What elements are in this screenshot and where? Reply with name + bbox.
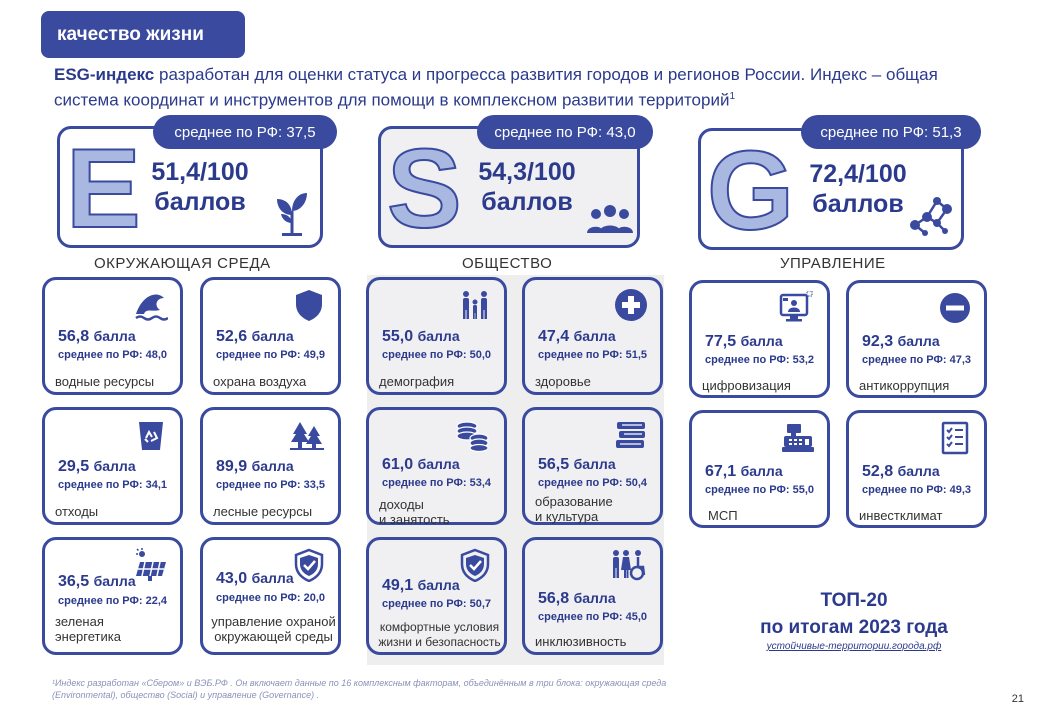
- pillar-avg-pill-s: [477, 115, 653, 149]
- metric-avg: среднее по РФ: 45,0: [538, 611, 648, 623]
- pillar-label-s: ОБЩЕСТВО: [462, 255, 553, 272]
- section-title: качество жизни: [57, 23, 204, 45]
- top20-link[interactable]: устойчивые-территории.города.рф: [766, 641, 942, 652]
- intro-bold: ESG-индекс: [54, 65, 155, 84]
- metric-score: [58, 458, 136, 476]
- metric-score: [705, 463, 783, 481]
- metric-name: здоровье: [535, 374, 591, 389]
- trees-icon: [286, 418, 328, 452]
- metric-card-waste: [42, 407, 183, 525]
- metric-name: инклюзивность: [535, 634, 627, 649]
- metric-name: комфортные условия жизни и безопасность: [378, 620, 501, 649]
- metric-score-value: 61,0: [382, 456, 414, 473]
- metric-score-unit: балла: [93, 328, 136, 344]
- metric-card-health: [522, 277, 663, 395]
- intro-footnote-ref: 1: [729, 91, 736, 102]
- metric-score: [862, 463, 940, 481]
- pillar-score: [793, 159, 923, 219]
- pillar-score-unit: баллов: [812, 190, 904, 218]
- metric-card-anticorruption: [846, 280, 987, 398]
- books-icon: [614, 418, 648, 452]
- metric-avg: среднее по РФ: 22,4: [58, 595, 168, 607]
- metric-card-education: [522, 407, 663, 525]
- metric-name: МСП: [708, 508, 738, 523]
- metric-score-unit: балла: [251, 328, 294, 344]
- top20-block: [740, 587, 968, 641]
- metric-score-unit: балла: [573, 456, 616, 472]
- metric-avg: среднее по РФ: 53,2: [705, 354, 815, 366]
- pillar-score-unit: баллов: [154, 188, 246, 216]
- medical-cross-icon: [614, 288, 648, 322]
- solar-panel-icon: [134, 548, 168, 582]
- footnote: ¹Индекс разработан «Сбером» и ВЭБ.РФ . Он включает данные по 16 комплексным факторам, объединённым в три блока: окружающая среда (Environmental), общество (Social) и управление (Governance) .: [52, 678, 667, 700]
- monitor-icon: [775, 291, 815, 325]
- metric-score-value: 29,5: [58, 458, 90, 475]
- metric-name: доходы и занятость: [379, 497, 450, 527]
- metric-score-value: 67,1: [705, 463, 737, 480]
- metric-score-unit: балла: [417, 577, 460, 593]
- metric-name: водные ресурсы: [55, 374, 155, 389]
- metric-score-value: 77,5: [705, 333, 737, 350]
- metric-score-unit: балла: [573, 328, 616, 344]
- pillar-score-value: 54,3/100: [478, 158, 576, 186]
- cash-register-icon: [781, 421, 815, 455]
- metric-score-value: 89,9: [216, 458, 248, 475]
- metric-name: образование и культура: [535, 494, 613, 524]
- shield-check-icon: [292, 548, 326, 582]
- metric-score-value: 56,8: [538, 590, 570, 607]
- pillar-avg-text: среднее по РФ: 37,5: [174, 123, 316, 141]
- family-icon: [458, 288, 492, 322]
- metric-card-inclusivity: [522, 537, 663, 655]
- metric-card-water: [42, 277, 183, 395]
- metric-name: демография: [379, 374, 455, 389]
- metric-avg: среднее по РФ: 33,5: [216, 479, 326, 491]
- metric-avg: среднее по РФ: 47,3: [862, 354, 972, 366]
- pillar-letter: S: [387, 126, 462, 251]
- metric-score-unit: балла: [93, 458, 136, 474]
- metric-score: [216, 458, 294, 476]
- top20-subtitle: по итогам 2023 года: [760, 617, 948, 638]
- intro-text: [54, 64, 994, 112]
- metric-score-value: 49,1: [382, 577, 414, 594]
- checklist-icon: [938, 421, 972, 455]
- metric-score-unit: балла: [417, 328, 460, 344]
- metric-card-air: [200, 277, 341, 395]
- pillar-avg-text: среднее по РФ: 43,0: [494, 123, 636, 141]
- pillar-score: [467, 157, 587, 217]
- metric-name: зеленая энергетика: [55, 614, 121, 644]
- metric-score-unit: балла: [740, 333, 783, 349]
- metric-score: [216, 328, 294, 346]
- metric-score: [216, 570, 294, 588]
- metric-avg: среднее по РФ: 50,4: [538, 477, 648, 489]
- metric-card-safety: [366, 537, 507, 655]
- pillar-avg-text: среднее по РФ: 51,3: [820, 123, 962, 141]
- metric-score-value: 56,8: [58, 328, 90, 345]
- metric-score-value: 36,5: [58, 573, 90, 590]
- metric-avg: среднее по РФ: 50,0: [382, 349, 492, 361]
- metric-card-investment-climate: [846, 410, 987, 528]
- pillar-score-unit: баллов: [481, 188, 573, 216]
- metric-score-unit: балла: [740, 463, 783, 479]
- metric-score-unit: балла: [417, 456, 460, 472]
- metric-card-sme: [689, 410, 830, 528]
- metric-score-value: 47,4: [538, 328, 570, 345]
- metric-card-forest: [200, 407, 341, 525]
- metric-score: [382, 577, 460, 595]
- metric-score-unit: балла: [897, 463, 940, 479]
- metric-score-value: 52,8: [862, 463, 894, 480]
- metric-name: цифровизация: [702, 378, 791, 393]
- metric-card-demography: [366, 277, 507, 395]
- pillar-avg-pill-e: [153, 115, 337, 149]
- metric-name: отходы: [55, 504, 99, 519]
- metric-score-value: 92,3: [862, 333, 894, 350]
- recycle-bin-icon: [134, 418, 168, 452]
- metric-name: охрана воздуха: [213, 374, 307, 389]
- metric-score-value: 55,0: [382, 328, 414, 345]
- metric-score-unit: балла: [93, 573, 136, 589]
- metric-score-unit: балла: [573, 590, 616, 606]
- metric-name: инвестклимат: [859, 508, 943, 523]
- pillar-label-g: УПРАВЛЕНИЕ: [780, 255, 886, 272]
- metric-score: [538, 456, 616, 474]
- metric-avg: среднее по РФ: 49,3: [862, 484, 972, 496]
- plant-icon: [274, 189, 310, 237]
- no-entry-icon: [938, 291, 972, 325]
- metric-score: [382, 328, 460, 346]
- metric-score-unit: балла: [897, 333, 940, 349]
- metric-score: [58, 328, 136, 346]
- metric-score: [382, 456, 460, 474]
- metric-score: [58, 573, 136, 591]
- people-icon: [587, 203, 633, 235]
- pillar-avg-pill-g: [801, 115, 981, 149]
- top20-title: ТОП-20: [820, 590, 888, 611]
- metric-score-unit: балла: [251, 570, 294, 586]
- metric-score: [538, 590, 616, 608]
- metric-avg: среднее по РФ: 49,9: [216, 349, 326, 361]
- metric-name: управление охраной окружающей среды: [211, 614, 336, 644]
- metric-score-unit: балла: [251, 458, 294, 474]
- pillar-letter: E: [66, 126, 141, 251]
- pillar-label-e: ОКРУЖАЮЩАЯ СРЕДА: [94, 255, 271, 272]
- pillar-letter: G: [707, 128, 795, 253]
- page-number: 21: [1011, 693, 1024, 705]
- shield-icon: [292, 288, 326, 322]
- intro-body: разработан для оценки статуса и прогресса развития городов и регионов России. Индекс – общая система координат и инструментов для помощи в комплексном развитии территорий: [54, 65, 938, 110]
- metric-score-value: 43,0: [216, 570, 248, 587]
- metric-card-green-energy: [42, 537, 183, 655]
- pillar-score: [140, 157, 260, 217]
- metric-score-value: 52,6: [216, 328, 248, 345]
- network-icon: [907, 193, 955, 237]
- metric-card-income: [366, 407, 507, 525]
- shield-check-icon: [458, 548, 492, 582]
- metric-avg: среднее по РФ: 20,0: [216, 592, 326, 604]
- metric-name: лесные ресурсы: [213, 504, 313, 519]
- wave-icon: [134, 288, 168, 322]
- coins-icon: [452, 418, 492, 452]
- pillar-score-value: 51,4/100: [151, 158, 249, 186]
- metric-score-value: 56,5: [538, 456, 570, 473]
- metric-score: [862, 333, 940, 351]
- metric-name: антикоррупция: [859, 378, 950, 393]
- accessibility-icon: [608, 548, 648, 582]
- metric-avg: среднее по РФ: 51,5: [538, 349, 648, 361]
- metric-card-digitalization: [689, 280, 830, 398]
- section-title-tab: [41, 11, 245, 58]
- metric-avg: среднее по РФ: 50,7: [382, 598, 492, 610]
- metric-avg: среднее по РФ: 34,1: [58, 479, 168, 491]
- metric-avg: среднее по РФ: 48,0: [58, 349, 168, 361]
- metric-score: [538, 328, 616, 346]
- metric-card-env-management: [200, 537, 341, 655]
- metric-avg: среднее по РФ: 53,4: [382, 477, 492, 489]
- pillar-score-value: 72,4/100: [809, 160, 907, 188]
- metric-avg: среднее по РФ: 55,0: [705, 484, 815, 496]
- metric-score: [705, 333, 783, 351]
